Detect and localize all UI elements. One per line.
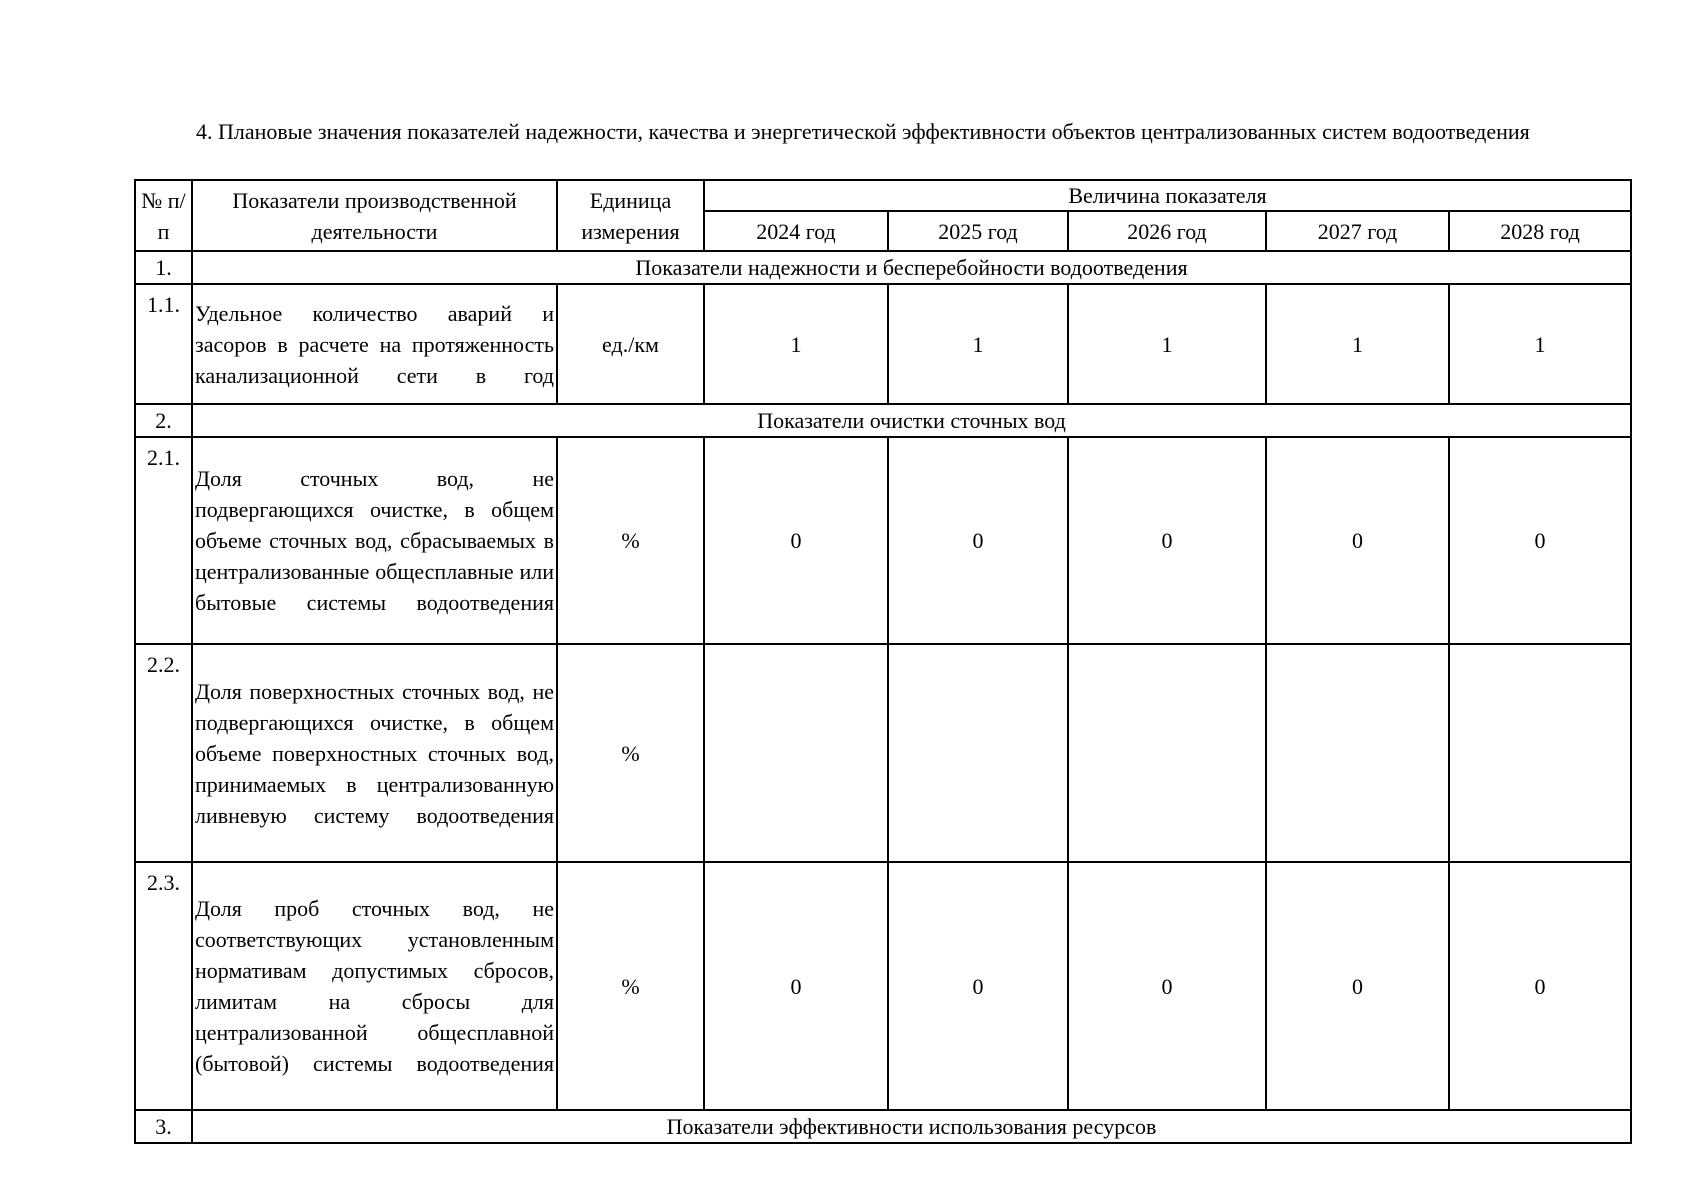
header-year-2028: 2028 год bbox=[1449, 211, 1631, 251]
section-title: Показатели эффективности использования ресурсов bbox=[192, 1110, 1631, 1143]
header-unit: Единица измерения bbox=[557, 180, 704, 251]
row-indicator-name: Доля проб сточных вод, не соответствующих установленным нормативам допустимых сбросов, лимитам на сбросы для централизованной общесплавной (бытовой) системы водоотведения bbox=[192, 862, 557, 1110]
header-indicator: Показатели производственной деятельности bbox=[192, 180, 557, 251]
row-value-2028 bbox=[1449, 644, 1631, 862]
row-indicator-name: Удельное количество аварий и засоров в расчете на протяженность канализационной сети в год bbox=[192, 284, 557, 404]
row-value-2024 bbox=[704, 644, 888, 862]
row-indicator-name: Доля сточных вод, не подвергающихся очистке, в общем объеме сточных вод, сбрасываемых в централизованные общесплавные или бытовые системы водоотведения bbox=[192, 437, 557, 644]
section-num: 1. bbox=[135, 251, 192, 284]
header-num: № п/п bbox=[135, 180, 192, 251]
row-value-2027: 0 bbox=[1266, 862, 1449, 1110]
row-indicator-name: Доля поверхностных сточных вод, не подвергающихся очистке, в общем объеме поверхностных сточных вод, принимаемых в централизованную ливневую систему водоотведения bbox=[192, 644, 557, 862]
page-title: 4. Плановые значения показателей надежности, качества и энергетической эффективности объектов централизованных систем водоотведения bbox=[196, 119, 1530, 144]
header-year-2025: 2025 год bbox=[888, 211, 1068, 251]
header-value-group: Величина показателя bbox=[704, 180, 1631, 211]
row-value-2024: 0 bbox=[704, 862, 888, 1110]
row-value-2025 bbox=[888, 644, 1068, 862]
row-value-2028: 1 bbox=[1449, 284, 1631, 404]
row-unit: % bbox=[557, 644, 704, 862]
row-value-2026 bbox=[1068, 644, 1266, 862]
row-num: 2.2. bbox=[135, 644, 192, 862]
row-value-2027: 0 bbox=[1266, 437, 1449, 644]
row-value-2027: 1 bbox=[1266, 284, 1449, 404]
section-row bbox=[135, 1110, 1631, 1143]
table-row bbox=[135, 284, 1631, 404]
section-row bbox=[135, 251, 1631, 284]
row-unit: ед./км bbox=[557, 284, 704, 404]
table-row bbox=[135, 644, 1631, 862]
row-value-2028: 0 bbox=[1449, 862, 1631, 1110]
section-num: 3. bbox=[135, 1110, 192, 1143]
table-row bbox=[135, 437, 1631, 644]
row-num: 2.3. bbox=[135, 862, 192, 1110]
row-unit: % bbox=[557, 862, 704, 1110]
row-value-2026: 0 bbox=[1068, 862, 1266, 1110]
row-value-2024: 0 bbox=[704, 437, 888, 644]
header-year-2027: 2027 год bbox=[1266, 211, 1449, 251]
row-value-2026: 0 bbox=[1068, 437, 1266, 644]
indicators-table bbox=[134, 179, 1632, 1144]
section-title: Показатели очистки сточных вод bbox=[192, 404, 1631, 437]
section-num: 2. bbox=[135, 404, 192, 437]
row-value-2025: 0 bbox=[888, 437, 1068, 644]
row-unit: % bbox=[557, 437, 704, 644]
row-value-2024: 1 bbox=[704, 284, 888, 404]
row-value-2025: 1 bbox=[888, 284, 1068, 404]
section-row bbox=[135, 404, 1631, 437]
row-value-2027 bbox=[1266, 644, 1449, 862]
row-value-2026: 1 bbox=[1068, 284, 1266, 404]
row-num: 2.1. bbox=[135, 437, 192, 644]
row-value-2028: 0 bbox=[1449, 437, 1631, 644]
section-title: Показатели надежности и бесперебойности водоотведения bbox=[192, 251, 1631, 284]
row-num: 1.1. bbox=[135, 284, 192, 404]
row-value-2025: 0 bbox=[888, 862, 1068, 1110]
table-row bbox=[135, 862, 1631, 1110]
header-year-2026: 2026 год bbox=[1068, 211, 1266, 251]
header-year-2024: 2024 год bbox=[704, 211, 888, 251]
